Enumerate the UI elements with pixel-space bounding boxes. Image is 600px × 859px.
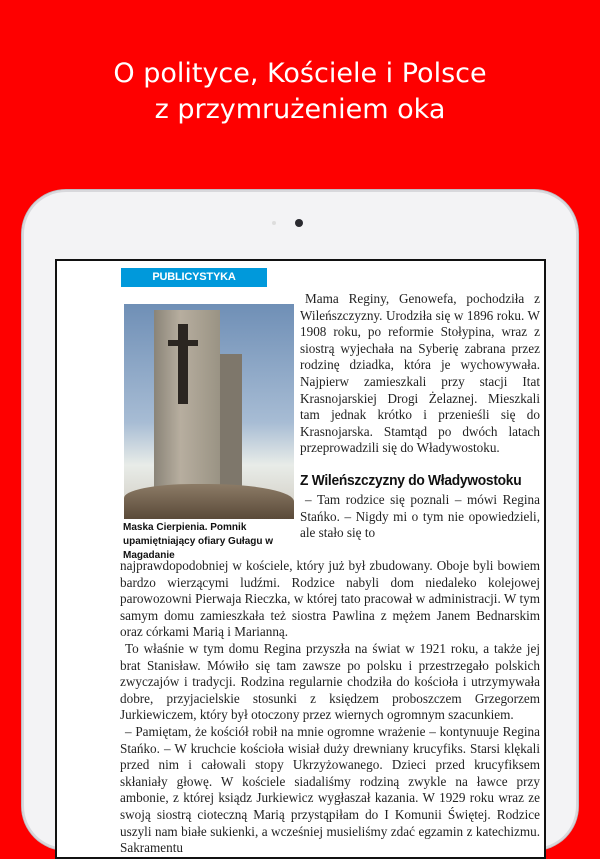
subheading: Z Wileńszczyzny do Władywostoku xyxy=(300,471,522,489)
paragraph-2: To właśnie w tym domu Regina przyszła na świat w 1921 roku, a także jej brat Stanisław. Mówiło się tam zawsze po polsku i przestrzegało polskich zwyczajów i tradycji. Rodzina regularnie chodziła do kościoła i utrzymywała dobre, przyjacielskie stosunki z księdzem proboszczem Grzegorzem Jurkiewiczem, który był otoczony przez wiernych ogromnym szacunkiem. xyxy=(120,640,540,723)
cross-bar xyxy=(168,340,198,346)
cross-figure xyxy=(178,324,188,404)
headline-line-1: O polityce, Kościele i Polsce xyxy=(113,58,487,89)
paragraph-1-end: najprawdopodobniej w kościele, który już był zbudowany. Oboje byli bowiem bardzo wierzącymi ludźmi. Rodzice nabyli dom niedaleko kolejowej parowozowni Pierwaja Rieczka, w której tato pracował w administracji. W tym samym domu zamieszkała też siostra Pawlina z mężem Janem Bednarskim oraz córkami Marią i Marianną. xyxy=(120,558,540,640)
paragraph-3: – Pamiętam, że kościół robił na mnie ogromne wrażenie – kontynuuje Regina Stańko. – W kruchcie kościoła wisiał duży drewniany krucyfiks. Starsi klękali przed nim i całowali stopy Ukrzyżowanego. Dzieci przed krucyfiksem skłaniały głowę. W kościele siadaliśmy rodziną zwykle na ławce przy ambonie, z której ksiądz Jurkiewicz wygłaszał kazania. W 1929 roku wraz ze swoją siostrą cioteczną Marią przystąpiłam do I Komunii Świętej. Rodzice uszyli nam białe sukienki, a wcześniej musieliśmy zdać egzamin z katechizmu. Sakramentu xyxy=(120,723,540,856)
headline-line-2: z przymrużeniem oka xyxy=(154,94,446,125)
article-photo[interactable] xyxy=(124,304,294,519)
promo-headline xyxy=(0,56,600,128)
section-label: PUBLICYSTYKA xyxy=(121,268,267,287)
magazine-page[interactable] xyxy=(55,259,546,859)
camera-icon xyxy=(295,219,303,227)
tablet-frame xyxy=(22,190,578,856)
full-column xyxy=(120,558,540,857)
monument-side xyxy=(220,354,242,504)
sensor-icon xyxy=(272,221,276,225)
rocks xyxy=(124,484,294,519)
intro-paragraph: Mama Reginy, Genowefa, pochodziła z Wileńszczyzny. Urodziła się w 1896 roku. W 1908 roku, po reformie Stołypina, wraz z siostrą wyjechała na Syberię zabrana przez rodzinę dziadka, która je wychowywała. Najpierw zamieszkali przy stacji Itat Krasnojarskiej Drogi Żelaznej. Mieszkali tam jednak krótko i przenieśli się do Krasnojarska. Stamtąd po dwóch latach przeprowadzili się do Władywostoku. xyxy=(300,291,540,456)
right-column xyxy=(300,291,540,542)
paragraph-1-start: – Tam rodzice się poznali – mówi Regina Stańko. – Nigdy mi o tym nie opowiedzieli, ale stało się to xyxy=(300,491,540,541)
photo-caption: Maska Cierpienia. Pomnik upamiętniający ofiary Gułagu w Magadanie xyxy=(123,522,274,561)
